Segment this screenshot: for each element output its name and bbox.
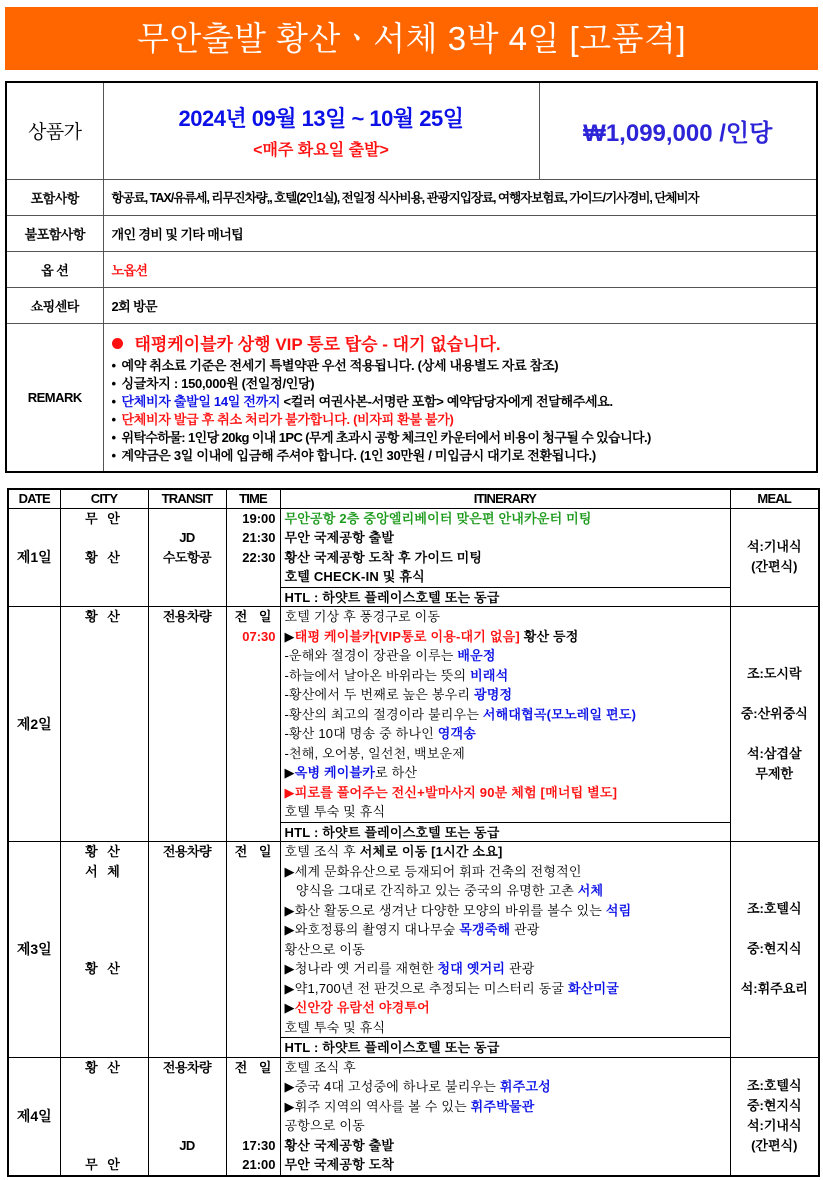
remark-label: REMARK	[6, 323, 103, 472]
header-meal: MEAL	[730, 489, 819, 508]
option-label: 옵 션	[6, 251, 103, 287]
excluded-row	[6, 215, 817, 251]
header-itinerary: ITINERARY	[280, 489, 730, 508]
day-label: 제2일	[8, 607, 60, 842]
transit-cell: JD 수도항공	[148, 508, 226, 607]
time-cell: 전 일 07:30	[226, 607, 280, 842]
time-cell: 19:00 21:30 22:30	[226, 508, 280, 607]
itinerary-cell	[280, 1057, 730, 1176]
itinerary-table	[7, 488, 820, 1177]
itinerary-line: 호텔 투숙 및 휴식	[284, 1019, 386, 1035]
itinerary-line: 무안공항 2층 중앙엘리베이터 맞은편 안내카운터 미팅	[284, 510, 592, 526]
day-row-4	[8, 1057, 819, 1176]
itinerary-line: 황산으로 이동	[284, 941, 365, 957]
itinerary-line: ▶피로를 풀어주는 전신+발마사지 90분 체험 [매너팁 별도]	[284, 784, 618, 800]
itinerary-line: 호텔 조식 후 서체로 이동 [1시간 소요]	[284, 844, 503, 859]
itinerary-line: ▶중국 4대 고성중에 하나로 불리우는 휘주고성	[284, 1079, 551, 1094]
itinerary-line: ▶와호정룡의 촬영지 대나무숲 목갱죽해 관광	[284, 922, 540, 937]
itinerary-line: 공항으로 이동	[284, 1118, 365, 1133]
meal-cell: 조:호텔식 중:현지식 석:휘주요리	[730, 842, 819, 1058]
itinerary-cell	[280, 508, 730, 607]
weekly-departure: <매주 화요일 출발>	[253, 141, 389, 159]
itinerary-line: ▶세계 문화유산으로 등재되어 휘파 건축의 전형적인	[284, 863, 582, 879]
bullet-dot-icon	[112, 338, 123, 349]
transit-cell: 전용차량	[148, 607, 226, 842]
included-label: 포함사항	[6, 179, 103, 215]
product-info-table	[5, 81, 818, 473]
itinerary-line: 호텔 기상 후 풍경구로 이동	[284, 609, 441, 624]
included-row	[6, 179, 817, 215]
itinerary-line: 무안 국제공항 도착	[284, 1157, 395, 1172]
day-label: 제1일	[8, 508, 60, 607]
day-row-2	[8, 607, 819, 842]
itinerary-line: -운해와 절경이 장관을 이루는 배운정	[284, 648, 496, 663]
excluded-value: 개인 경비 및 기타 매너팁	[103, 215, 817, 251]
remark-line: • 단체비자 출발일 14일 전까지 <컬러 여권사본-서명란 포함> 예약담당자에게 전달해주세요.	[111, 393, 613, 409]
header-date: DATE	[8, 489, 60, 508]
itinerary-cell	[280, 842, 730, 1058]
remark-line: • 단체비자 발급 후 취소 처리가 불가합니다. (비자피 환불 불가)	[111, 411, 454, 427]
itinerary-line: 호텔 CHECK-IN 및 휴식	[284, 569, 425, 584]
shopping-row	[6, 287, 817, 323]
shopping-label: 쇼핑센타	[6, 287, 103, 323]
price-amount: ₩1,099,000 /인당	[539, 82, 817, 179]
itinerary-line: -황산의 최고의 절경이라 불리우는 서해대협곡(모노레일 편도)	[284, 706, 637, 722]
itinerary-line: ▶태평 케이블카[VIP통로 이용-대기 없음] 황산 등정	[284, 628, 579, 644]
shopping-value: 2회 방문	[103, 287, 817, 323]
hotel-line: HTL : 하얏트 플레이스호텔 또는 동급	[281, 587, 730, 607]
city-cell: 황 산	[60, 607, 148, 842]
itinerary-line: ▶약1,700년 전 판것으로 추정되는 미스터리 동굴 화산미굴	[284, 980, 620, 996]
day-label: 제4일	[8, 1057, 60, 1176]
option-value: 노옵션	[103, 251, 817, 287]
header-time: TIME	[226, 489, 280, 508]
price-label: 상품가	[6, 82, 103, 179]
meal-cell: 조:도시락 중:산위중식 석:삼겹살 무제한	[730, 607, 819, 842]
itinerary-line: -황산에서 두 번째로 높은 봉우리 광명정	[284, 687, 513, 702]
itinerary-line: ▶청나라 옛 거리를 재현한 청대 옛거리 관광	[284, 961, 535, 976]
day-row-1	[8, 508, 819, 607]
travel-period	[103, 82, 539, 179]
option-row	[6, 251, 817, 287]
header-city: CITY	[60, 489, 148, 508]
itinerary-cell	[280, 607, 730, 842]
hotel-line: HTL : 하얏트 플레이스호텔 또는 동급	[281, 1037, 730, 1057]
included-value: 항공료, TAX/유류세, 리무진차량,, 호텔(2인1실), 전일정 식사비용, 관광지입장료, 여행자보험료, 가이드/기사경비, 단체비자	[103, 179, 817, 215]
time-cell: 전 일	[226, 842, 280, 1058]
meal-cell: 조:호텔식 중:현지식 석:기내식 (간편식)	[730, 1057, 819, 1176]
day-row-3	[8, 842, 819, 1058]
itinerary-line: -천해, 오어봉, 일선천, 백보운제	[284, 745, 465, 761]
itinerary-header-row	[8, 489, 819, 508]
remark-line: • 싱글차지 : 150,000원 (전일정/인당)	[111, 375, 315, 391]
excluded-label: 불포함사항	[6, 215, 103, 251]
price-row	[6, 82, 817, 179]
itinerary-line: 호텔 조식 후	[284, 1059, 356, 1075]
remark-line: • 계약금은 3일 이내에 입금해 주셔야 합니다. (1인 30만원 / 미입금시 대기로 전환됩니다.)	[111, 447, 596, 463]
itinerary-line: 양식을 그대로 간직하고 있는 중국의 유명한 고촌 서체	[284, 883, 604, 898]
city-cell: 무 안 황 산	[60, 508, 148, 607]
transit-cell: 전용차량 JD	[148, 1057, 226, 1176]
itinerary-line: -황산 10대 명송 중 하나인 영객송	[284, 726, 477, 741]
page-title-banner: 무안출발 황산ㆍ서체 3박 4일 [고품격]	[5, 7, 818, 70]
remark-row	[6, 323, 817, 472]
itinerary-line: ▶화산 활동으로 생겨난 다양한 모양의 바위를 볼수 있는 석림	[284, 902, 632, 918]
itinerary-line: ▶휘주 지역의 역사를 볼 수 있는 휘주박물관	[284, 1098, 535, 1114]
time-cell: 전 일 17:30 21:00	[226, 1057, 280, 1176]
transit-cell: 전용차량	[148, 842, 226, 1058]
remark-line: • 위탁수하물: 1인당 20kg 이내 1PC (무게 초과시 공항 체크인 카운터에서 비용이 청구될 수 있습니다.)	[111, 429, 651, 445]
header-transit: TRANSIT	[148, 489, 226, 508]
hotel-line: HTL : 하얏트 플레이스호텔 또는 동급	[281, 822, 730, 842]
remark-content	[103, 323, 817, 472]
itinerary-line: ▶신안강 유람선 야경투어	[284, 1000, 430, 1015]
itinerary-line: 황산 국제공항 도착 후 가이드 미팅	[284, 549, 483, 565]
itinerary-line: 황산 국제공항 출발	[284, 1137, 395, 1153]
remark-line: • 예약 취소료 기준은 전세기 특별약관 우선 적용됩니다. (상세 내용별도 자료 참조)	[111, 357, 559, 373]
itinerary-line: 무안 국제공항 출발	[284, 530, 395, 545]
itinerary-line: ▶옥병 케이블카로 하산	[284, 765, 418, 780]
day-label: 제3일	[8, 842, 60, 1058]
itinerary-line: -하늘에서 날아온 바위라는 뜻의 비래석	[284, 667, 509, 683]
city-cell: 황 산 무 안	[60, 1057, 148, 1176]
travel-dates: 2024년 09월 13일 ~ 10월 25일	[178, 105, 464, 131]
meal-cell: 석:기내식 (간편식)	[730, 508, 819, 607]
itinerary-line: 호텔 투숙 및 휴식	[284, 804, 386, 819]
city-cell: 황 산 서 체 황 산	[60, 842, 148, 1058]
remark-headline: 태평케이블카 상행 VIP 통로 탑승 - 대기 없습니다.	[112, 330, 809, 355]
